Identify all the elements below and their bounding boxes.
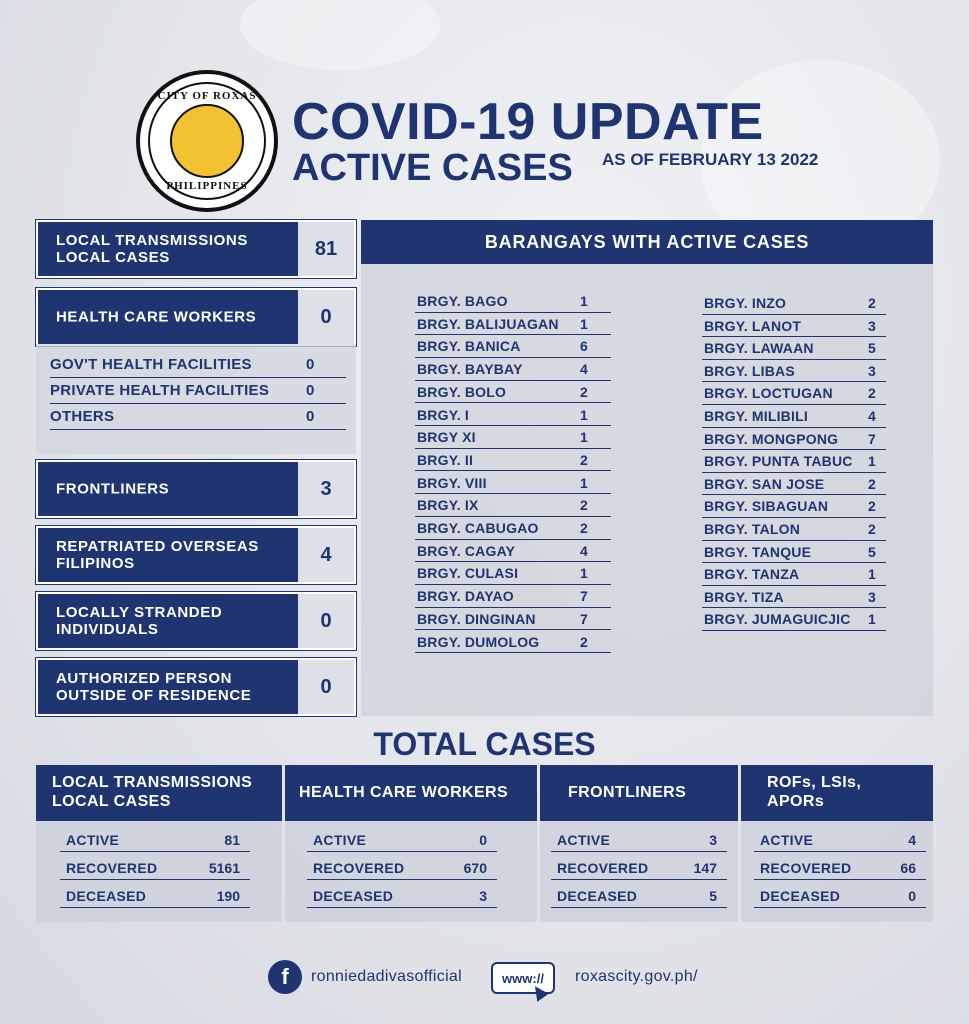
- category-health-care-workers: [36, 288, 356, 346]
- barangay-name: BRGY. TANQUE: [704, 543, 812, 560]
- website-link[interactable]: roxascity.gov.ph/: [575, 968, 698, 985]
- category-label: HEALTH CARE WORKERS: [56, 308, 257, 326]
- barangay-case-count: 3: [868, 362, 876, 379]
- hcw-breakdown-row: [50, 352, 346, 378]
- total-stat-row: [754, 826, 926, 852]
- barangay-row: [702, 360, 886, 383]
- hcw-breakdown-value: 0: [306, 382, 315, 399]
- barangay-name: BRGY. BAGO: [417, 293, 508, 309]
- total-stat-value: 3: [479, 888, 487, 904]
- barangay-case-count: 5: [868, 340, 876, 357]
- category-authorized-person: [36, 658, 356, 716]
- barangay-row: [415, 313, 611, 336]
- barangay-case-count: 2: [580, 497, 588, 514]
- barangay-case-count: 4: [580, 361, 588, 378]
- barangay-case-count: 2: [868, 521, 876, 537]
- barangay-row: [702, 405, 886, 428]
- hcw-breakdown-label: OTHERS: [50, 408, 115, 425]
- barangay-row: [702, 382, 886, 405]
- barangay-name: BRGY. LIBAS: [704, 362, 795, 379]
- barangay-row: [415, 585, 611, 608]
- total-stat-row: [754, 854, 926, 880]
- barangay-row: [415, 517, 611, 540]
- category-count: 0: [298, 290, 354, 344]
- barangay-name: BRGY. BALIJUAGAN: [417, 315, 559, 332]
- barangay-row: [702, 428, 886, 451]
- category-repatriated-overseas: [36, 526, 356, 584]
- barangay-row: [702, 337, 886, 360]
- barangay-name: BRGY. TALON: [704, 521, 801, 537]
- barangay-name: BRGY. SAN JOSE: [704, 475, 825, 492]
- category-label: FRONTLINERS: [56, 480, 170, 498]
- barangay-case-count: 6: [580, 338, 588, 355]
- barangay-case-count: 1: [580, 429, 588, 446]
- barangay-name: BRGY. INZO: [704, 295, 787, 311]
- barangay-row: [415, 381, 611, 404]
- barangay-row: [415, 562, 611, 585]
- category-local-transmissions: [36, 220, 356, 278]
- total-stat-value: 66: [900, 860, 916, 876]
- total-stat-label: DECEASED: [760, 888, 841, 904]
- total-stat-value: 81: [224, 832, 240, 848]
- total-stat-label: DECEASED: [66, 888, 147, 904]
- barangay-case-count: 7: [580, 588, 588, 605]
- category-frontliners: [36, 460, 356, 518]
- total-column-header-label: LOCAL TRANSMISSIONS LOCAL CASES: [52, 774, 253, 810]
- barangay-case-count: 2: [868, 475, 876, 492]
- total-cases-title: TOTAL CASES: [373, 726, 596, 762]
- barangay-case-count: 2: [580, 520, 588, 536]
- barangay-case-count: 1: [580, 406, 588, 423]
- page-title: COVID-19 UPDATE: [292, 93, 764, 151]
- barangay-case-count: 1: [868, 453, 876, 470]
- seal-top-text: CITY OF ROXAS: [157, 90, 257, 102]
- facebook-icon[interactable]: f: [268, 960, 302, 994]
- barangay-case-count: 1: [580, 293, 588, 309]
- barangay-name: BRGY. DUMOLOG: [417, 633, 540, 650]
- barangay-row: [415, 472, 611, 495]
- hcw-breakdown-value: 0: [306, 408, 315, 425]
- hcw-breakdown-label: GOV'T HEALTH FACILITIES: [50, 356, 252, 373]
- barangay-row: [702, 292, 886, 315]
- barangay-panel-title: BARANGAYS WITH ACTIVE CASES: [361, 220, 933, 264]
- total-column-header-label: HEALTH CARE WORKERS: [299, 784, 509, 801]
- total-stat-row: [551, 854, 727, 880]
- barangay-row: [702, 450, 886, 473]
- barangay-name: BRGY. DINGINAN: [417, 610, 536, 627]
- category-label: AUTHORIZED PERSON OUTSIDE OF RESIDENCE: [56, 670, 252, 704]
- barangay-name: BRGY XI: [417, 429, 476, 446]
- barangay-name: BRGY. II: [417, 451, 474, 468]
- total-stat-value: 3: [709, 832, 717, 848]
- total-column-header: [540, 765, 738, 821]
- barangay-row: [702, 518, 886, 541]
- total-stat-value: 190: [216, 888, 240, 904]
- barangay-name: BRGY. IX: [417, 497, 479, 514]
- hcw-breakdown-row: [50, 378, 346, 404]
- barangay-case-count: 2: [580, 451, 588, 468]
- total-stat-row: [307, 854, 497, 880]
- barangay-row: [415, 358, 611, 381]
- barangay-row: [702, 608, 886, 631]
- barangay-name: BRGY. TANZA: [704, 566, 800, 583]
- total-stat-row: [60, 854, 250, 880]
- total-stat-row: [754, 882, 926, 908]
- total-stat-label: ACTIVE: [66, 832, 120, 848]
- total-stat-row: [60, 826, 250, 852]
- barangay-name: BRGY. BAYBAY: [417, 361, 523, 378]
- city-seal-logo: [136, 70, 278, 212]
- page-subtitle: ACTIVE CASES: [292, 147, 573, 189]
- category-locally-stranded: [36, 592, 356, 650]
- seal-emblem: [170, 104, 244, 178]
- barangay-row: [415, 290, 611, 313]
- category-count: 81: [298, 222, 354, 276]
- barangay-case-count: 2: [580, 633, 588, 650]
- total-stat-label: RECOVERED: [760, 860, 852, 876]
- barangay-name: BRGY. LANOT: [704, 317, 802, 334]
- barangay-row: [702, 315, 886, 338]
- total-stat-label: RECOVERED: [66, 860, 158, 876]
- barangay-case-count: 4: [868, 408, 876, 424]
- total-stat-label: DECEASED: [557, 888, 638, 904]
- barangay-row: [415, 404, 611, 427]
- barangay-name: BRGY. VIII: [417, 474, 487, 491]
- barangay-name: BRGY. CULASI: [417, 565, 519, 582]
- total-column-header: [36, 765, 282, 821]
- total-stat-label: ACTIVE: [557, 832, 611, 848]
- total-column-header-label: ROFs, LSIs, APORs: [767, 774, 862, 810]
- category-count: 0: [298, 594, 354, 648]
- barangay-name: BRGY. BOLO: [417, 383, 507, 400]
- barangay-name: BRGY. MILIBILI: [704, 408, 808, 424]
- hcw-breakdown-row: [50, 404, 346, 430]
- total-stat-label: DECEASED: [313, 888, 394, 904]
- barangay-name: BRGY. TIZA: [704, 588, 784, 605]
- barangay-row: [415, 631, 611, 654]
- barangay-name: BRGY. JUMAGUICJIC: [704, 611, 851, 628]
- barangay-case-count: 2: [868, 385, 876, 402]
- barangay-case-count: 3: [868, 317, 876, 334]
- total-stat-label: RECOVERED: [557, 860, 649, 876]
- hcw-breakdown-value: 0: [306, 356, 315, 373]
- total-stat-row: [307, 882, 497, 908]
- barangay-name: BRGY. DAYAO: [417, 588, 514, 605]
- barangay-case-count: 3: [868, 588, 876, 605]
- barangay-name: BRGY. CAGAY: [417, 542, 516, 559]
- barangay-case-count: 7: [868, 430, 876, 447]
- category-label: REPATRIATED OVERSEAS FILIPINOS: [56, 538, 259, 572]
- barangay-name: BRGY. PUNTA TABUC: [704, 453, 853, 470]
- barangay-case-count: 2: [868, 498, 876, 515]
- barangay-case-count: 5: [868, 543, 876, 560]
- category-count: 3: [298, 462, 354, 516]
- barangay-row: [415, 335, 611, 358]
- barangay-case-count: 2: [868, 295, 876, 311]
- category-count: 0: [298, 660, 354, 714]
- barangay-row: [415, 449, 611, 472]
- total-stat-label: RECOVERED: [313, 860, 405, 876]
- total-column-header-label: FRONTLINERS: [568, 784, 687, 801]
- seal-bottom-text: PHILIPPINES: [166, 180, 248, 192]
- barangay-case-count: 1: [580, 474, 588, 491]
- barangay-row: [702, 563, 886, 586]
- total-stat-row: [307, 826, 497, 852]
- barangay-row: [702, 541, 886, 564]
- barangay-row: [415, 426, 611, 449]
- total-stat-value: 5: [709, 888, 717, 904]
- hcw-breakdown-panel: [36, 344, 356, 454]
- total-stat-value: 0: [908, 888, 916, 904]
- as-of-date: AS OF FEBRUARY 13 2022: [602, 150, 819, 169]
- total-stat-value: 670: [463, 860, 487, 876]
- total-stat-value: 147: [693, 860, 717, 876]
- barangay-name: BRGY. BANICA: [417, 338, 521, 355]
- barangay-case-count: 1: [580, 315, 588, 332]
- barangay-case-count: 7: [580, 610, 588, 627]
- barangay-case-count: 1: [868, 566, 876, 583]
- barangay-case-count: 2: [580, 383, 588, 400]
- barangay-row: [415, 540, 611, 563]
- barangay-row: [415, 494, 611, 517]
- virus-bg-shape: [240, 0, 440, 70]
- barangay-name: BRGY. LOCTUGAN: [704, 385, 833, 402]
- barangay-row: [702, 473, 886, 496]
- barangay-name: BRGY. I: [417, 406, 469, 423]
- hcw-breakdown-label: PRIVATE HEALTH FACILITIES: [50, 382, 270, 399]
- website-icon[interactable]: www://: [491, 962, 555, 994]
- barangay-name: BRGY. CABUGAO: [417, 520, 539, 536]
- total-stat-row: [551, 826, 727, 852]
- barangay-row: [702, 586, 886, 609]
- total-stat-label: ACTIVE: [313, 832, 367, 848]
- barangay-name: BRGY. MONGPONG: [704, 430, 839, 447]
- barangay-case-count: 1: [580, 565, 588, 582]
- total-stat-row: [60, 882, 250, 908]
- total-stat-value: 5161: [208, 860, 240, 876]
- category-count: 4: [298, 528, 354, 582]
- barangay-name: BRGY. SIBAGUAN: [704, 498, 829, 515]
- barangay-name: BRGY. LAWAAN: [704, 340, 814, 357]
- category-label: LOCALLY STRANDED INDIVIDUALS: [56, 604, 223, 638]
- barangay-case-count: 4: [580, 542, 588, 559]
- total-column-header: [741, 765, 933, 821]
- total-stat-value: 4: [908, 832, 916, 848]
- category-label: LOCAL TRANSMISSIONS LOCAL CASES: [56, 232, 248, 266]
- barangay-case-count: 1: [868, 611, 876, 628]
- total-stat-label: ACTIVE: [760, 832, 814, 848]
- total-column-header: [285, 765, 537, 821]
- total-stat-row: [551, 882, 727, 908]
- barangay-row: [702, 495, 886, 518]
- facebook-handle[interactable]: ronniedadivasofficial: [311, 968, 462, 985]
- barangay-row: [415, 608, 611, 631]
- total-stat-value: 0: [479, 832, 487, 848]
